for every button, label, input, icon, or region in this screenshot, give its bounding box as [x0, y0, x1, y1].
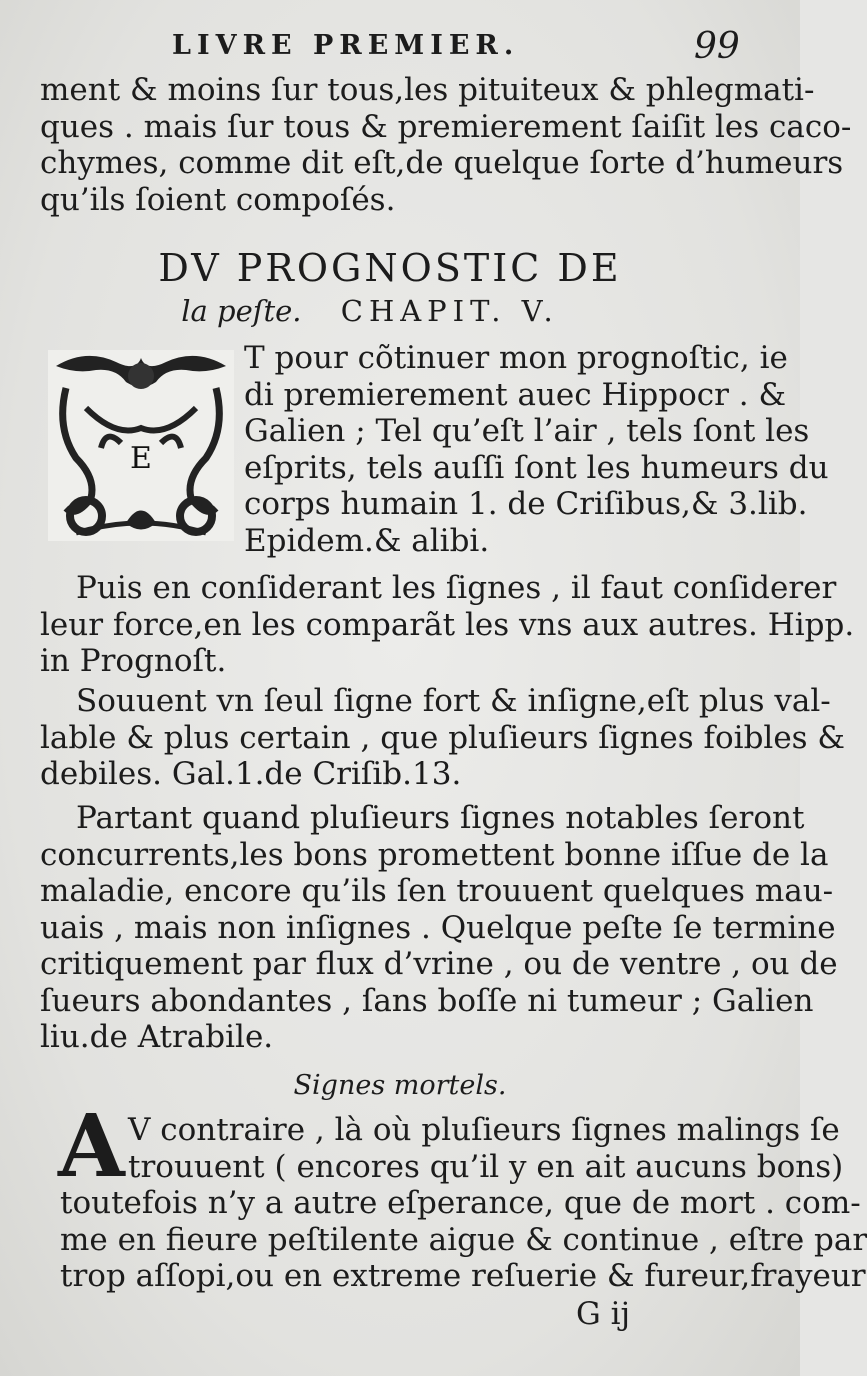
text-line: concurrents,les bons promettent bonne iſſue de la — [40, 836, 829, 873]
text-line: di premierement auec Hippocr . & — [244, 376, 787, 413]
paragraph-dropcap — [244, 340, 829, 559]
paragraph-top — [40, 72, 852, 218]
paragraph-5 — [40, 1185, 867, 1295]
text-line: chymes, comme dit eſt,de quelque ſorte d’humeurs — [40, 145, 844, 181]
chapter-title: DV PROGNOSTIC DE — [158, 246, 622, 290]
running-head — [0, 28, 800, 68]
initial-letter: A — [58, 1096, 125, 1197]
chapter-subtitle — [0, 294, 770, 328]
paragraph-4 — [40, 800, 838, 1056]
paragraph-5-indented — [128, 1112, 844, 1185]
text-line: corps humain 1. de Criſibus,& 3.lib. — [244, 486, 808, 522]
text-line: me en fieure peſtilente aigue & continue , eſtre par — [60, 1221, 867, 1258]
text-line: trouuent ( encores qu’il y en ait aucuns bons) — [128, 1148, 844, 1185]
text-line: ques . mais ſur tous & premierement ſaiſit les caco- — [40, 108, 852, 145]
text-line: leur force,en les comparãt les vns aux autres. Hipp. — [40, 606, 855, 643]
text-line: ſueurs abondantes , ſans boſſe ni tumeur ; Galien — [40, 982, 814, 1019]
running-head-title: LIVRE PREMIER. — [172, 30, 520, 61]
text-line: liu.de Atrabile. — [40, 1019, 274, 1055]
text-line: T pour cõtinuer mon prognoſtic, ie — [244, 340, 788, 376]
text-line: Galien ; Tel qu’eſt l’air , tels ſont les — [244, 413, 810, 449]
paragraph-3 — [40, 683, 846, 793]
chapter-subtitle-italic: la peſte. — [181, 294, 302, 328]
text-line: maladie, encore qu’ils ſen trouuent quelques mau- — [40, 873, 834, 909]
text-line: Puis en conſiderant les ſignes , il faut conſiderer — [76, 570, 837, 606]
ornamental-initial-icon — [46, 348, 236, 543]
chapter-number: CHAPIT. V. — [340, 294, 559, 328]
text-line: lable & plus certain , que pluſieurs ſignes foibles & — [40, 719, 846, 756]
text-line: debiles. Gal.1.de Criſib.13. — [40, 756, 462, 792]
text-line: Partant quand pluſieurs ſignes notables ſeront — [76, 800, 805, 836]
text-line: qu’ils ſoient compoſés. — [40, 181, 396, 218]
text-line: trop aſſopi,ou en extreme reſuerie & fureur,frayeur — [60, 1258, 866, 1294]
section-subheading: Signes mortels. — [293, 1070, 507, 1101]
text-line: critiquement par flux d’vrine , ou de ventre , ou de — [40, 946, 838, 982]
text-line: ment & moins ſur tous,les pituiteux & phlegmati- — [40, 72, 815, 108]
signature-mark: G ij — [576, 1296, 631, 1332]
text-line: Souuent vn ſeul ſigne fort & inſigne,eſt plus val- — [76, 683, 831, 719]
page-number: 99 — [694, 26, 740, 67]
text-line: uais , mais non inſignes . Quelque peſte ſe termine — [40, 909, 836, 946]
text-line: in Prognoſt. — [40, 643, 227, 679]
text-line: eſprits, tels auſſi ſont les humeurs du — [244, 449, 829, 486]
text-line: V contraire , là où pluſieurs ſignes malings ſe — [128, 1112, 840, 1148]
text-line: Epidem.& alibi. — [244, 522, 490, 559]
paragraph-2 — [40, 570, 855, 680]
dropcap-letter: E — [130, 441, 152, 476]
text-line: toutefois n’y a autre eſperance, que de mort . com- — [60, 1185, 861, 1221]
